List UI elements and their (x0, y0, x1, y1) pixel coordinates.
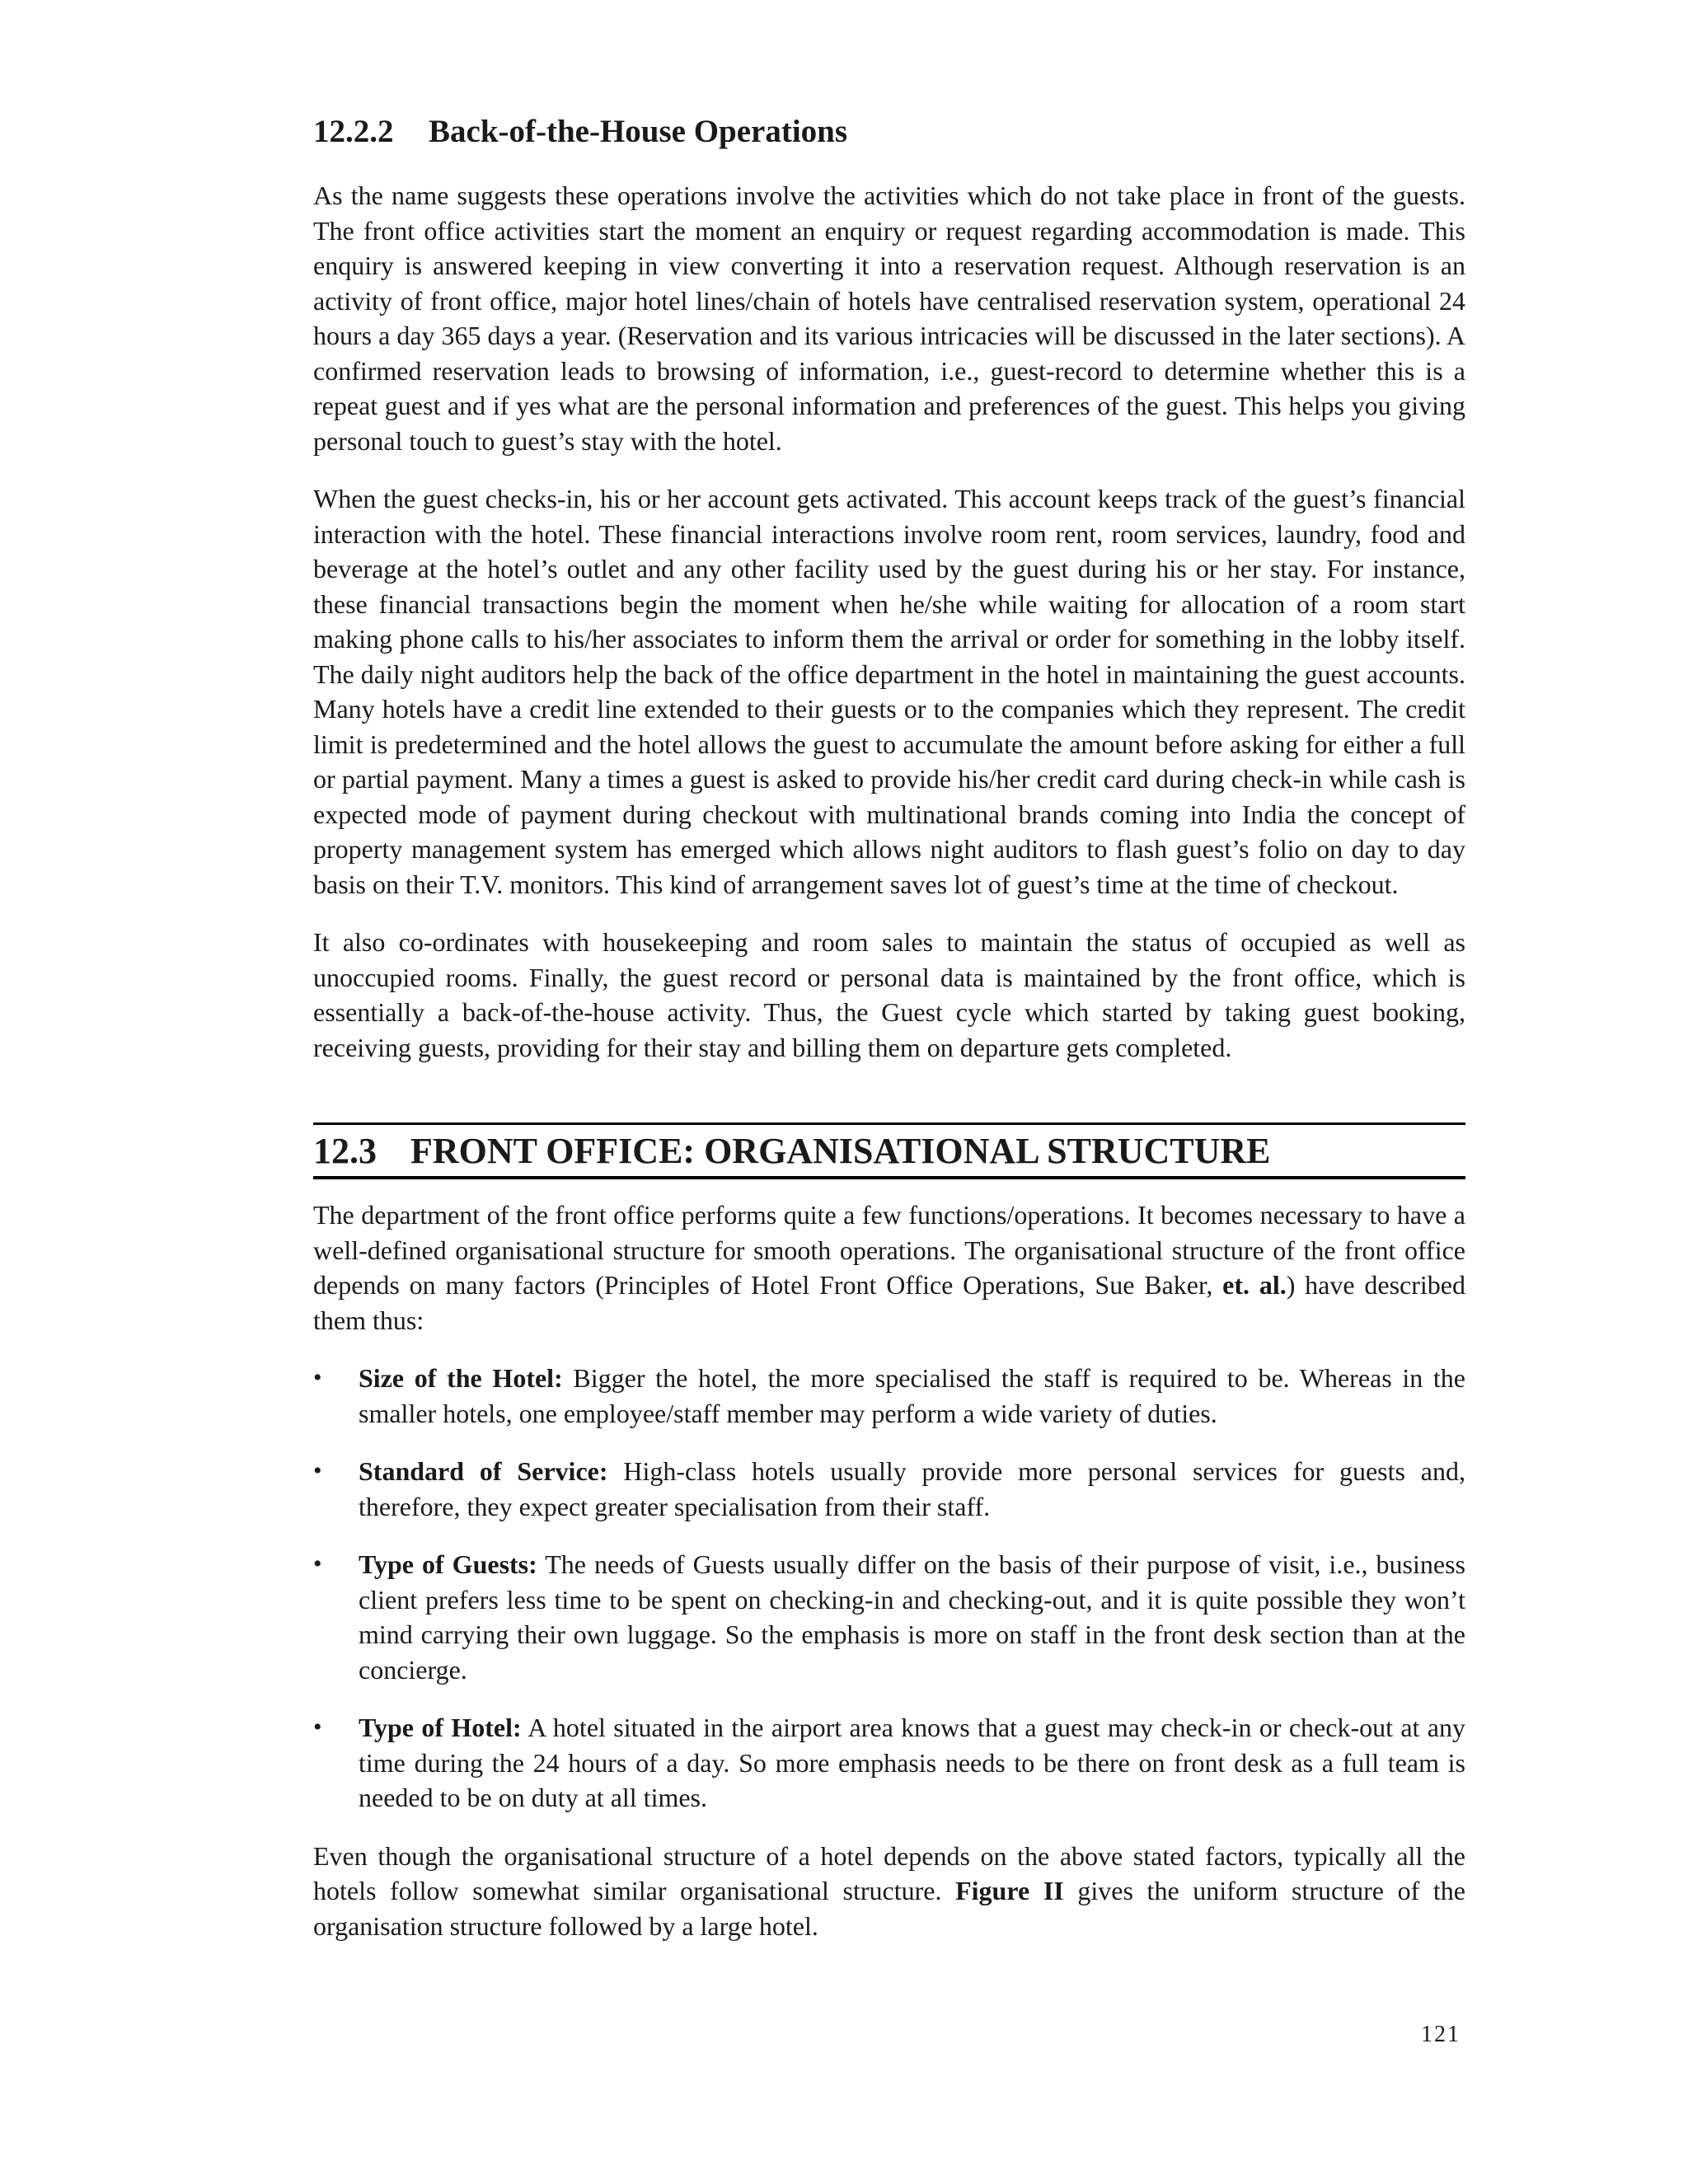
subsection-heading (313, 107, 1465, 157)
intro-paragraph (313, 1197, 1465, 1338)
subsection-number: 12.2.2 (313, 114, 394, 149)
factor-list (313, 1361, 1465, 1816)
intro-tail: ) have described them thus: (313, 1270, 1466, 1335)
section-heading (313, 1122, 1465, 1179)
list-item-term: Size of the Hotel: (359, 1363, 563, 1393)
bullet-icon: • (313, 1550, 322, 1577)
list-item-term: Type of Hotel: (359, 1713, 522, 1742)
bullet-icon: • (313, 1457, 322, 1484)
section-number: 12.3 (313, 1131, 377, 1171)
figure-reference: Figure II (955, 1876, 1064, 1905)
list-item (313, 1454, 1465, 1524)
list-item-term: Standard of Service: (359, 1456, 608, 1486)
paragraph: It also co-ordinates with housekeeping and room sales to maintain the status of occupied as well as unoccupied rooms. Finally, the guest record or personal data is maintained by the front office, which is essentially a back-of-the-house activity. Thus, the Guest cycle which started by taking guest booking, receiving guests, providing for their stay and billing them on departure gets completed. (313, 927, 1465, 1062)
list-item-text: A hotel situated in the airport area knows that a guest may check-in or check-out at any time during the 24 hours of a day. So more emphasis needs to be there on front desk as a full team is needed to be on duty at all times. (359, 1713, 1466, 1812)
bullet-icon: • (313, 1713, 322, 1741)
page-number: 121 (1421, 2022, 1461, 2047)
paragraph: As the name suggests these operations involve the activities which do not take place in front of the guests. The front office activities start the moment an enquiry or request regarding accommodation is made. This enquiry is answered keeping in view converting it into a reservation request. Although reservation is an activity of front office, major hotel lines/chain of hotels have centralised reservation system, operational 24 hours a day 365 days a year. (Reservation and its various intricacies will be discussed in the later sections). A confirmed reservation leads to browsing of information, i.e., guest-record to determine whether this is a repeat guest and if yes what are the personal information and preferences of the guest. This helps you giving personal touch to guest’s stay with the hotel. (313, 180, 1465, 456)
list-item-text: High-class hotels usually provide more personal services for guests and, therefore, they expect greater specialisation from their staff. (359, 1456, 1466, 1521)
intro-text: The department of the front office performs quite a few functions/operations. It becomes necessary to have a well-defined organisational structure for smooth operations. The organisational structure of the front office depends on many factors (Principles of Hotel Front Office Operations, Sue Baker, (313, 1200, 1465, 1300)
list-item (313, 1361, 1465, 1431)
closing-paragraph (313, 1839, 1465, 1944)
list-item-text: The needs of Guests usually differ on the basis of their purpose of visit, i.e., business client prefers less time to be spent on checking-in and checking-out, and it is quite possible they won’t mind carrying their own luggage. So the emphasis is more on staff in the front desk section than at the concierge. (359, 1549, 1466, 1685)
list-item (313, 1547, 1465, 1687)
list-item-text: Bigger the hotel, the more specialised the staff is required to be. Whereas in the smaller hotels, one employee/staff member may perform a wide variety of duties. (359, 1363, 1466, 1428)
paragraph: When the guest checks-in, his or her account gets activated. This account keeps track of the guest’s financial interaction with the hotel. These financial interactions involve room rent, room services, laundry, food and beverage at the hotel’s outlet and any other facility used by the guest during his or her stay. For instance, these financial transactions begin the moment when he/she while waiting for allocation of a room start making phone calls to his/her associates to inform them the arrival or order for something in the lobby itself. The daily night auditors help the back of the office department in the hotel in maintaining the guest accounts. Many hotels have a credit line extended to their guests or to the companies which they represent. The credit limit is predetermined and the hotel allows the guest to accumulate the amount before asking for either a full or partial payment. Many a times a guest is asked to provide his/her credit card during check-in while cash is expected mode of payment during checkout with multinational brands coming into India the concept of property management system has emerged which allows night auditors to flash guest’s folio on day to day basis on their T.V. monitors. This kind of arrangement saves lot of guest’s time at the time of checkout. (313, 484, 1465, 899)
intro-citation: et. al. (1222, 1270, 1287, 1300)
closing-text: Even though the organisational structure of a hotel depends on the above stated factors, typically all the hotels follow somewhat similar organisational structure. (313, 1840, 1465, 1905)
closing-tail: gives the uniform structure of the organisation structure followed by a large hotel. (313, 1876, 1465, 1941)
section-title: FRONT OFFICE: ORGANISATIONAL STRUCTURE (410, 1131, 1271, 1171)
page-content (313, 107, 1465, 1966)
bullet-icon: • (313, 1364, 322, 1391)
list-item (313, 1710, 1465, 1816)
subsection-title: Back-of-the-House Operations (429, 114, 848, 149)
list-item-term: Type of Guests: (359, 1549, 537, 1579)
